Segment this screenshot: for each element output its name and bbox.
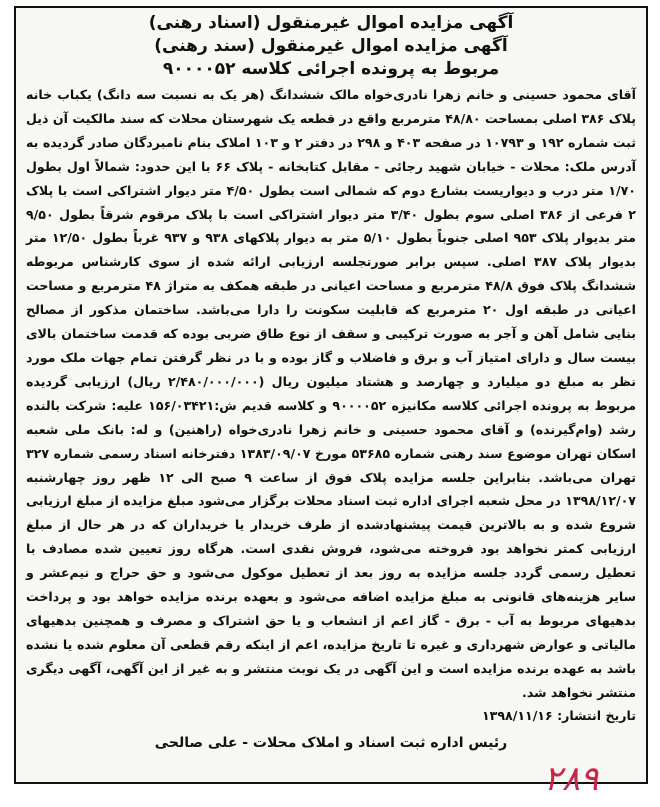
- notice-body: آقای محمود حسینی و خانم زهرا نادری‌خواه مالک ششدانگ (هر یک به نسبت سه دانگ) یکباب خانه پلاک ۳۸۶ اصلی بمساحت ۴۸/۸۰ مترمربع واقع در قطعه یک شهرستان محلات که سند مالکیت آن ذیل ثبت شماره ۱۹۲ و ۱۰۷۹۳ در صفحه ۴۰۳ و ۲۹۸ در دفتر ۲ و ۱۰۳ املاک بنام نامبردگان صادر گردیده به آدرس ملک: محلات - خیابان شهید رجائی - مقابل کتابخانه - پلاک ۶۶ با این حدود: شمالاً اول بطول ۱/۷۰ متر درب و دیواریست بشارع دوم که شمالی است بطول ۴/۵۰ متر دیوار اشتراکی است با پلاک ۲ فرعی از ۳۸۶ اصلی سوم بطول ۳/۴۰ متر دیوار اشتراکی است با پلاک مرقوم شرقاً بطول ۹/۵۰ متر بدیوار پلاک ۹۵۳ اصلی جنوباً بطول ۵/۱۰ متر به دیوار پلاکهای ۹۳۸ و ۹۳۷ غرباً بطول ۱۲/۵۰ متر بدیوار پلاک ۳۸۷ اصلی. سپس برابر صورتجلسه ارزیابی ارائه شده از سوی کارشناس مربوطه ششدانگ پلاک فوق ۴۸/۸ مترمربع و مساحت اعیانی در طبقه همکف به متراژ ۴۸ مترمربع و مساحت اعیانی در طبقه اول ۲۰ مترمربع که قابلیت سکونت را دارا می‌باشد. ساختمان مذکور از مصالح بنایی شامل آهن و آجر به صورت ترکیبی و سقف از نوع طاق ضربی بوده که قدمت ساختمان بالای بیست سال و دارای امتیاز آب و برق و فاضلاب و گاز بوده و با در نظر گرفتن تمام جهات ملک مورد نظر به مبلغ دو میلیارد و چهارصد و هشتاد میلیون ریال (۲/۴۸۰/۰۰۰/۰۰۰ ریال) ارزیابی گردیده مربوط به پرونده اجرائی کلاسه مکانیزه ۹۰۰۰۰۵۲ و کلاسه قدیم ش:۱۵۶/۰۳۴۲۱ علیه: شرکت بالنده رشد (وام‌گیرنده) و آقای محمود حسینی و خانم زهرا نادری‌خواه (راهنین) و له: بانک ملی شعبه اسکان تهران موضوع سند رهنی شماره ۵۳۶۸۵ مورخ ۱۳۸۳/۰۹/۰۷ دفترخانه اسناد رسمی شماره ۳۲۷ تهران می‌باشد. بنابراین جلسه مزایده پلاک فوق از ساعت ۹ صبح الی ۱۲ ظهر روز چهارشنبه ۱۳۹۸/۱۲/۰۷ در محل شعبه اجرای اداره ثبت اسناد محلات برگزار می‌شود مبلغ مزایده از مبلغ ارزیابی شروع شده و به بالاترین قیمت پیشنهادشده از طرف خریدار یا خریداران که در هر حال از مبلغ ارزیابی کمتر نخواهد بود فروخته می‌شود، فروش نقدی است. هرگاه روز تعیین شده مصادف با تعطیل رسمی گردد جلسه مزایده به روز بعد از تعطیل موکول می‌شود و حق حراج و نیم‌عشر و سایر هزینه‌های قانونی به مبلغ مزایده اضافه می‌شود و بعهده برنده مزایده خواهد بود و پرداخت بدهیهای مربوط به آب - برق - گاز اعم از انشعاب و یا حق اشتراک و مصرف و همچنین بدهیهای مالیاتی و عوارض شهرداری و غیره تا تاریخ مزایده، اعم از اینکه رقم قطعی آن معلوم شده یا نشده باشد به عهده برنده مزایده است و این آگهی در یک نوبت منتشر و به غیر از این آگهی، آگهی دیگری منتشر نخواهد شد.: [26, 87, 637, 700]
- notice-title-2: آگهی مزایده اموال غیرمنقول (سند رهنی): [154, 36, 508, 56]
- signature-line: رئیس اداره ثبت اسناد و املاک محلات - علی صالحی: [154, 734, 508, 751]
- auction-notice: [14, 6, 648, 784]
- notice-title-3: مربوط به پرونده اجرائی کلاسه ۹۰۰۰۰۵۲: [162, 59, 500, 79]
- publish-date: تاریخ انتشار: ۱۳۹۸/۱۱/۱۶: [481, 707, 636, 723]
- notice-titles: [26, 12, 636, 81]
- handwritten-number: [516, 752, 626, 802]
- handwritten-number-text: ۲۸۹: [543, 759, 599, 799]
- notice-title-1: آگهی مزایده اموال غیرمنقول (اسناد رهنی): [148, 13, 514, 33]
